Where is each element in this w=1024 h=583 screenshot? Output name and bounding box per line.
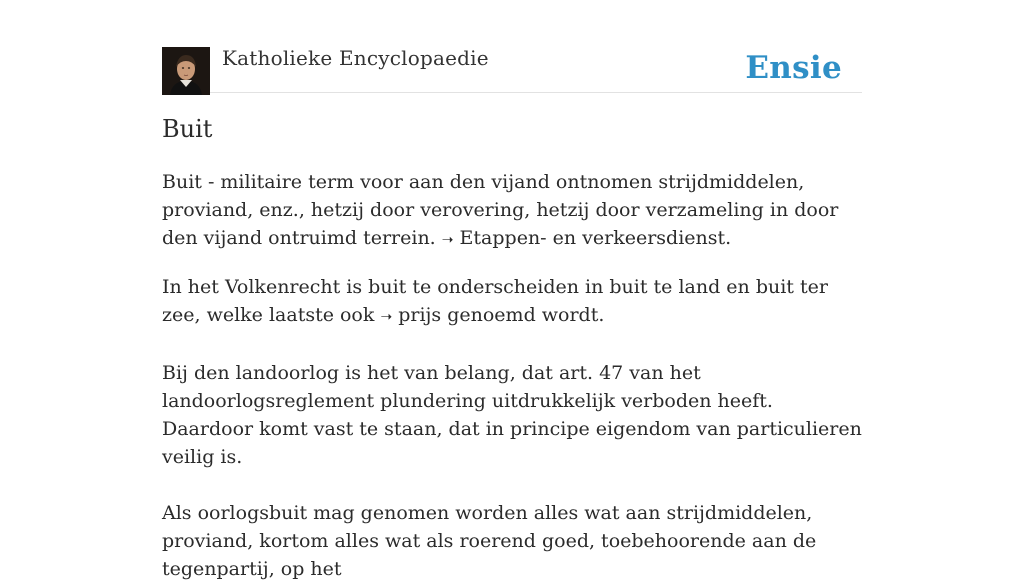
paragraph-3: Bij den landoorlog is het van belang, dat art. 47 van het landoorlogsreglement plundering uitdrukkelijk verboden heeft. Daardoor komt vast te staan, dat in principe eigendom van particulieren veilig is. (162, 362, 862, 468)
paragraph-2 (162, 273, 862, 331)
paragraph-4: Als oorlogsbuit mag genomen worden alles wat aan strijdmiddelen, proviand, kortom alles wat als roerend goed, toebehoorende aan de tegenpartij, op het (162, 502, 817, 580)
paragraph-2-text-b: genoemd wordt. (441, 304, 605, 326)
etappen-link-label: Etappen- en verkeersdienst. (459, 227, 732, 249)
page-container (162, 0, 862, 580)
source-avatar[interactable] (162, 47, 210, 95)
article-title: Buit (162, 115, 213, 143)
paragraph-1 (162, 168, 862, 254)
prijs-link-label: prijs (398, 304, 442, 326)
header (162, 0, 862, 93)
portrait-icon (162, 47, 210, 95)
source-name[interactable]: Katholieke Encyclopaedie (222, 46, 489, 70)
brand-logo[interactable]: Ensie (745, 50, 842, 86)
link-arrow-icon: ➝ (380, 309, 393, 325)
paragraph-1-text: Buit - militaire term voor aan den vijand ontnomen strijdmiddelen, proviand, enz., hetzij door verovering, hetzij door verzameling in door den vijand ontruimd terrein. (162, 171, 839, 249)
paragraph-2-text-a: In het Volkenrecht is buit te onderscheiden in buit te land en buit ter zee, welke laatste ook (162, 276, 828, 326)
article-body (162, 168, 862, 583)
etappen-link[interactable] (442, 227, 731, 249)
prijs-link[interactable] (380, 304, 441, 326)
link-arrow-icon: ➝ (441, 232, 454, 248)
